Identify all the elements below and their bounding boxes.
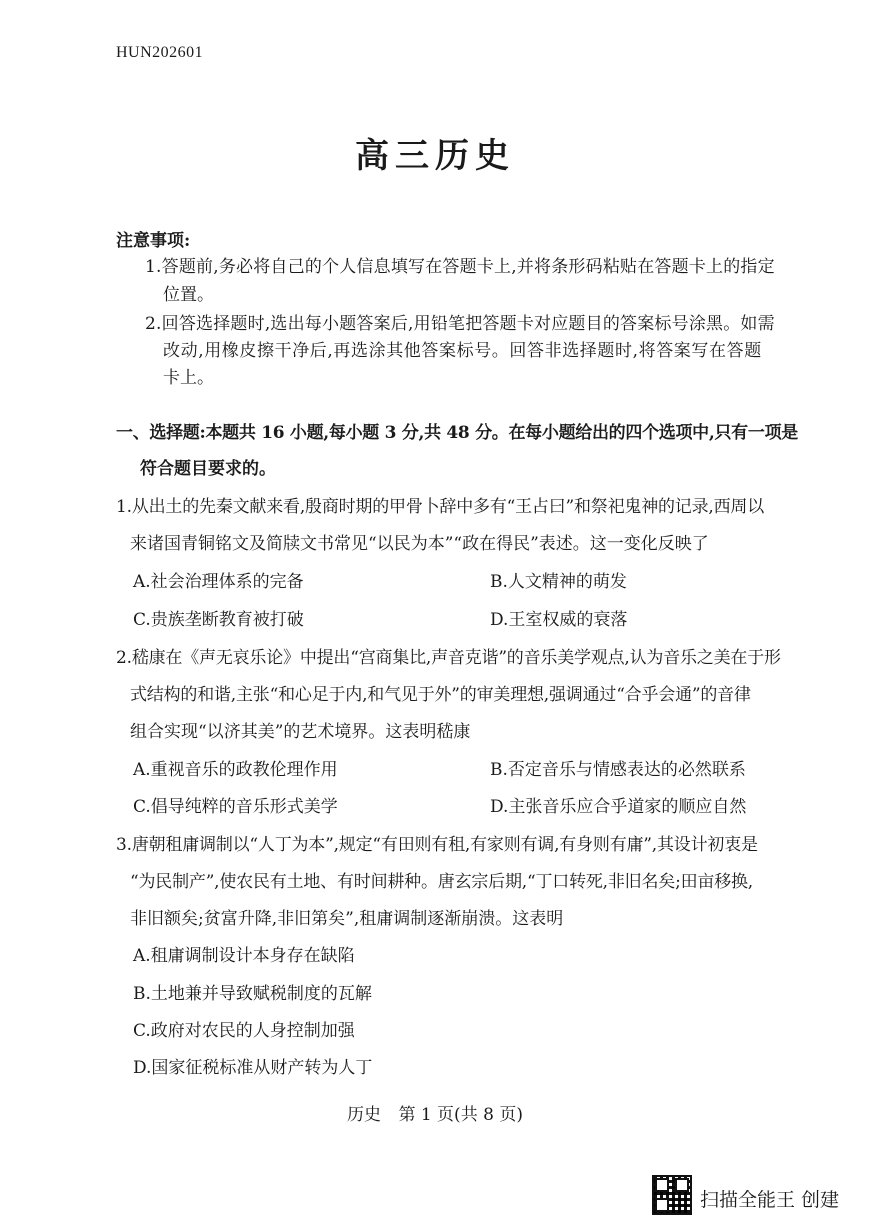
question-1-stem-line-2: 来诸国青铜铭文及简牍文书常见“以民为本”“政在得民”表述。这一变化反映了: [130, 534, 709, 554]
question-3-option-b: B.土地兼并导致赋税制度的瓦解: [133, 984, 372, 1004]
note-item-2-line-3: 卡上。: [163, 368, 214, 388]
question-2-option-a: A.重视音乐的政教伦理作用: [133, 760, 338, 780]
question-1-option-a: A.社会治理体系的完备: [133, 572, 304, 592]
notes-heading: 注意事项:: [116, 231, 191, 251]
question-3-stem-line-1: 3.唐朝租庸调制以“人丁为本”,规定“有田则有租,有家则有调,有身则有庸”,其设计初衷是: [116, 835, 758, 855]
question-2-stem-line-3: 组合实现“以济其美”的艺术境界。这表明嵇康: [130, 722, 471, 742]
question-1-stem-line-1: 1.从出土的先秦文献来看,殷商时期的甲骨卜辞中多有“王占曰”和祭祀鬼神的记录,西周以: [116, 497, 765, 517]
question-1-option-b: B.人文精神的萌发: [490, 572, 627, 592]
page-title: 高三历史: [355, 136, 515, 176]
question-1-option-d: D.王室权威的衰落: [490, 610, 628, 630]
exam-code: HUN202601: [116, 44, 204, 61]
scanner-watermark: 扫描全能王 创建: [700, 1189, 840, 1211]
question-3-option-c: C.政府对农民的人身控制加强: [133, 1021, 355, 1041]
note-item-1-line-2: 位置。: [163, 285, 214, 305]
question-3-option-d: D.国家征税标准从财产转为人丁: [133, 1058, 373, 1078]
question-2-option-b: B.否定音乐与情感表达的必然联系: [490, 760, 746, 780]
question-1-option-c: C.贵族垄断教育被打破: [133, 610, 304, 630]
note-item-2-line-1: 2.回答选择题时,选出每小题答案后,用铅笔把答题卡对应题目的答案标号涂黑。如需: [145, 314, 775, 334]
section-1-heading-line-2: 符合题目要求的。: [140, 459, 276, 479]
note-item-1-line-1: 1.答题前,务必将自己的个人信息填写在答题卡上,并将条形码粘贴在答题卡上的指定: [145, 257, 775, 277]
page-footer: [0, 1100, 870, 1125]
question-2-option-c: C.倡导纯粹的音乐形式美学: [133, 797, 338, 817]
question-3-stem-line-3: 非旧额矣;贫富升降,非旧第矣”,租庸调制逐渐崩溃。这表明: [130, 909, 564, 929]
note-item-2-line-2: 改动,用橡皮擦干净后,再选涂其他答案标号。回答非选择题时,将答案写在答题: [163, 341, 762, 361]
question-3-option-a: A.租庸调制设计本身存在缺陷: [133, 946, 355, 966]
section-1-heading-line-1: 一、选择题:本题共 16 小题,每小题 3 分,共 48 分。在每小题给出的四个选项中,只有一项是: [116, 423, 798, 443]
question-3-stem-line-2: “为民制产”,使农民有土地、有时间耕种。唐玄宗后期,“丁口转死,非旧名矣;田亩移换,: [130, 872, 754, 892]
question-2-stem-line-2: 式结构的和谐,主张“和心足于内,和气见于外”的审美理想,强调通过“合乎会通”的音律: [130, 685, 751, 705]
question-2-stem-line-1: 2.嵇康在《声无哀乐论》中提出“宫商集比,声音克谐”的音乐美学观点,认为音乐之美在于形: [116, 648, 781, 668]
footer-page-number: 第 1 页(共 8 页): [398, 1105, 523, 1125]
question-2-option-d: D.主张音乐应合乎道家的顺应自然: [490, 797, 747, 817]
footer-subject: 历史: [347, 1105, 382, 1125]
qr-code-icon: [652, 1175, 692, 1215]
